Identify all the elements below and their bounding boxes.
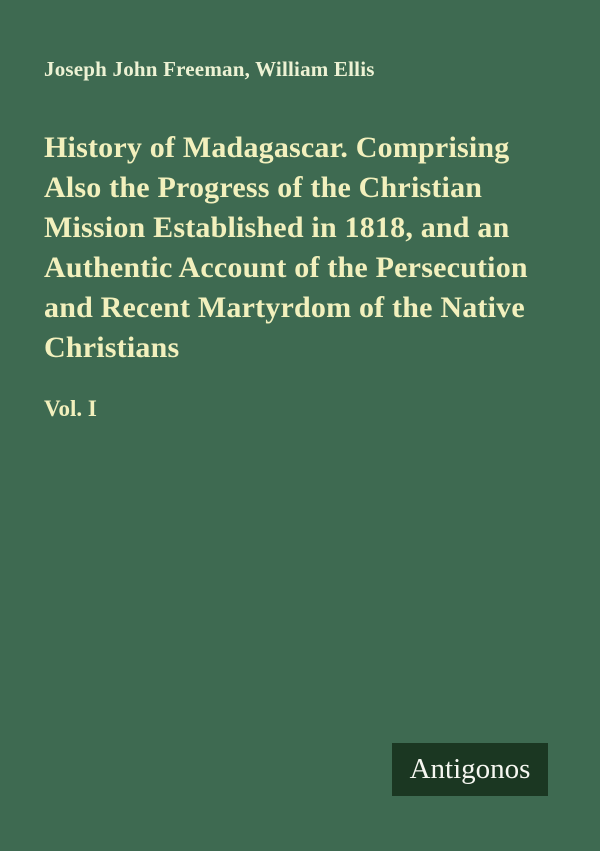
publisher-badge xyxy=(392,743,548,796)
publisher-name: Antigonos xyxy=(409,753,531,785)
title-line: Authentic Account of the Persecution xyxy=(44,251,528,284)
volume-label: Vol. I xyxy=(44,396,97,421)
book-title xyxy=(44,128,528,368)
title-line: and Recent Martyrdom of the Native xyxy=(44,291,525,324)
title-line: History of Madagascar. Comprising xyxy=(44,131,510,164)
title-line: Also the Progress of the Christian xyxy=(44,171,483,204)
title-line: Christians xyxy=(44,331,180,364)
title-line: Mission Established in 1818, and an xyxy=(44,211,510,244)
author-line: Joseph John Freeman, William Ellis xyxy=(44,57,375,81)
